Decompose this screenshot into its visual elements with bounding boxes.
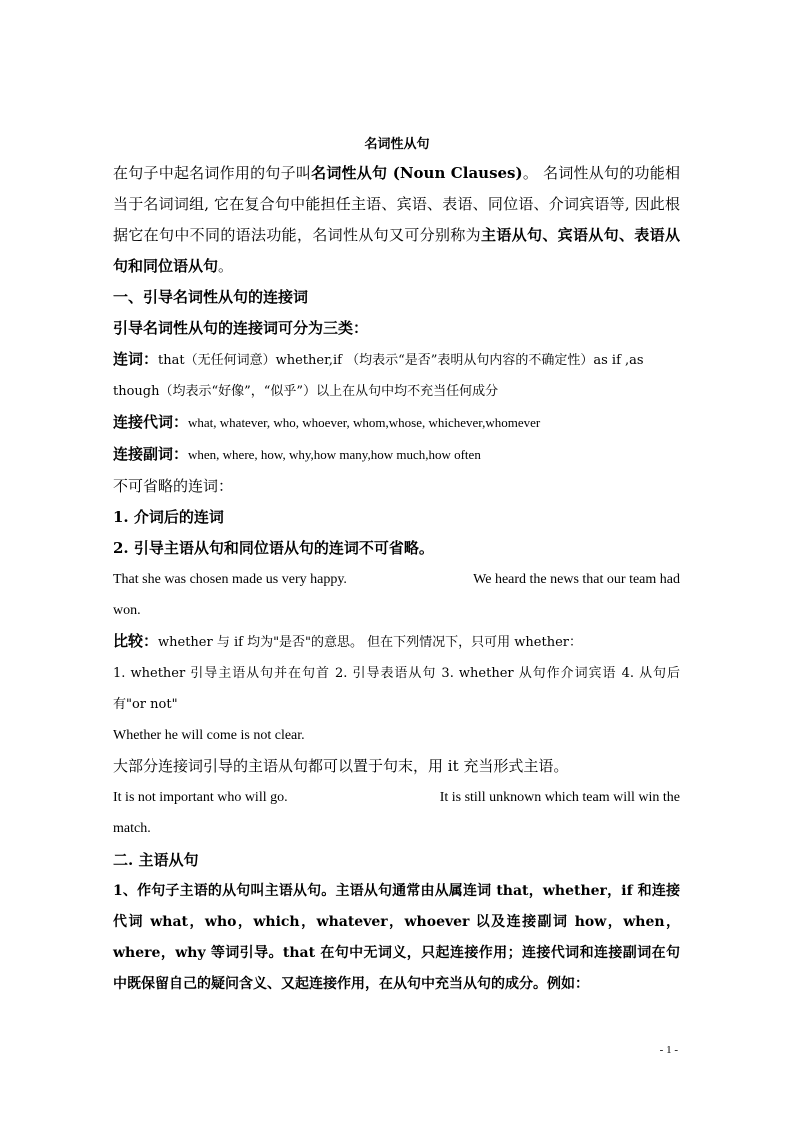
- section1-heading: 一、引导名词性从句的连接词: [113, 288, 309, 306]
- example-line-1: [113, 564, 680, 595]
- example-1b: We heard the news that our team had: [473, 572, 680, 587]
- compare-list: 1. whether 引导主语从句并在句首 2. 引导表语从句 3. whether 从句作介词宾语 4. 从句后有"or not": [113, 666, 680, 712]
- example-2: Whether he will come is not clear.: [113, 728, 305, 743]
- example-1c: won.: [113, 603, 141, 618]
- compare-text: whether 与 if 均为"是否"的意思。 但在下列情况下，只可用 whether：: [158, 635, 583, 650]
- adverb-line: [113, 439, 680, 471]
- pronoun-line: [113, 407, 680, 439]
- section1-subheading: 引导名词性从句的连接词可分为三类：: [113, 319, 369, 337]
- intro-term: 名词性从句 (Noun Clauses): [311, 164, 523, 182]
- intro-text-e: 。: [218, 257, 234, 275]
- intro-paragraph: [113, 158, 680, 282]
- pronoun-text: what, whatever, who, whoever, whom,whose, whichever,whomever: [188, 415, 541, 430]
- conjunction-label: 连词：: [113, 350, 159, 368]
- pronoun-label: 连接代词：: [113, 413, 189, 431]
- example-3b: It is still unknown which team will win the: [439, 790, 680, 805]
- rule-item-1: 1. 介词后的连词: [113, 508, 224, 526]
- page-number: - 1 -: [659, 1044, 678, 1056]
- compare-line: [113, 626, 680, 658]
- intro-clause-types: 主语从句、宾语从句、表语从句和同位语从句: [113, 226, 680, 275]
- adverb-text: when, where, how, why,how many,how much,how often: [188, 447, 481, 462]
- compare-label: 比较：: [113, 632, 159, 650]
- adverb-label: 连接副词：: [113, 445, 189, 463]
- it-note: 大部分连接词引导的主语从句都可以置于句末，用 it 充当形式主语。: [113, 757, 569, 775]
- example-3c: match.: [113, 821, 151, 836]
- conjunction-line: [113, 344, 680, 407]
- intro-text-a: 在句子中起名词作用的句子叫: [113, 164, 312, 182]
- conjunction-text: that（无任何词意）whether,if （均表示“是否”表明从句内容的不确定性）as if ,as though（均表示“好像”，“似乎”）以上在从句中均不充当任何成分: [113, 353, 644, 399]
- section2: [113, 845, 680, 1000]
- document-title: 名词性从句: [364, 137, 430, 152]
- rule-item-2: 2. 引导主语从句和同位语从句的连词不可省略。: [113, 539, 434, 557]
- example-3a: It is not important who will go.: [113, 790, 288, 805]
- section1: [113, 282, 680, 844]
- section2-heading: 二. 主语从句: [113, 851, 199, 869]
- example-1a: That she was chosen made us very happy.: [113, 572, 347, 587]
- intro-text-c: 。 名词性从句的功能相当于名词词组, 它在复合句中能担任主语、宾语、表语、同位语、介词宾语等, 因此根据它在句中不同的语法功能，名词性从句又可分别称为: [113, 164, 680, 244]
- section2-paragraph: 1、作句子主语的从句叫主语从句。主语从句通常由从属连词 that，whether，if 和连接代词 what，who，which，whatever，whoever 以及连接副词 how，when，where，why 等词引导。that 在句中无词义，只起连接作用；连接代词和连接副词在句中既保留自己的疑问含义、又起连接作用，在从句中充当从句的成分。例如：: [113, 883, 680, 992]
- example-line-3: [113, 782, 680, 813]
- no-omit-heading: 不可省略的连词：: [113, 477, 234, 495]
